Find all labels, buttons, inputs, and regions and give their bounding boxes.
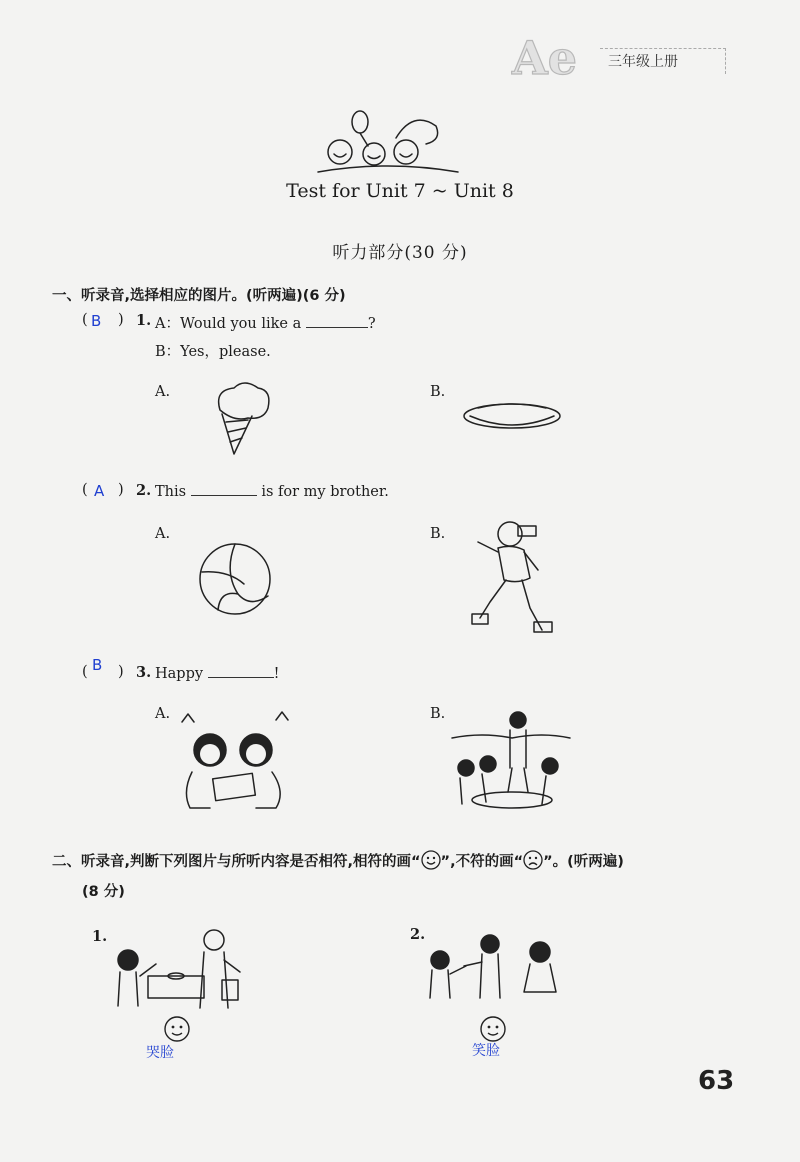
section2-heading-part1: 二、听录音,判断下列图片与所听内容是否相符,相符的画“ [52,854,421,870]
section2-heading-part2: ”,不符的画“ [440,854,524,870]
q1-option-a-label: A. [155,384,171,400]
page-title: Test for Unit 7 ~ Unit 8 [286,180,514,202]
s2-item1-number: 1. [92,928,108,945]
q2-number: 2. [136,482,152,499]
q1-line-a [155,312,376,333]
q2-text-pre: This [155,484,187,500]
page-number: 63 [698,1066,735,1096]
logo-graphic [508,30,598,85]
section2-points: (8 分) [82,884,125,900]
q1-paren-close: ) [118,312,124,328]
q2-text-post: is for my brother. [261,484,389,500]
children-greeting-illustration [424,932,560,1006]
q2-blank [191,482,257,496]
sad-face-icon [523,850,543,870]
section2-heading-part3: ”。(听两遍) [543,854,624,870]
section2-heading [52,850,624,871]
q1-option-b-label: B. [430,384,446,400]
volleyball-icon [198,542,274,622]
q1-line-a-pre: A：Would you like a [155,316,302,332]
q2-option-a-label: A. [155,526,171,542]
q1-answer: B [91,312,102,330]
q3-option-a-label: A. [155,706,171,722]
q1-paren-open: ( [82,312,88,328]
grade-label: 三年级上册 [600,48,726,74]
hot-dog-icon [462,398,562,442]
header-logo [508,30,598,84]
ice-cream-icon [208,380,278,464]
q1-number: 1. [136,312,152,329]
q2-option-b-label: B. [430,526,446,542]
q1-line-a-post: ? [367,316,376,332]
q1-blank [306,314,368,328]
smiley-face-icon [421,850,441,870]
logo-text: Ae [512,31,577,85]
q2-paren-close: ) [118,482,124,498]
q1-line-b: B：Yes，please. [155,344,271,360]
children-with-sign-illustration [176,712,302,822]
shopping-scene-illustration [112,926,244,1018]
family-picnic-illustration [452,708,572,822]
s2-item2-number: 2. [410,926,426,943]
robot-toy-icon [468,518,558,642]
q3-paren-open: ( [82,664,88,680]
q3-option-b-label: B. [430,706,446,722]
q3-text-post: ! [273,666,280,682]
q3-number: 3. [136,664,152,681]
s2-item2-answer-note: 笑脸 [472,1043,500,1059]
q3-paren-close: ) [118,664,124,680]
s2-item1-answer-note: 哭脸 [146,1045,174,1061]
kids-banner-illustration [318,110,458,179]
q2-paren-open: ( [82,482,88,498]
q3-blank [208,664,274,678]
q2-answer: A [94,482,105,500]
listening-part-title: 听力部分(30 分) [332,243,468,263]
q3-text [155,664,279,682]
section1-heading: 一、听录音,选择相应的图片。(听两遍)(6 分) [52,288,346,304]
q3-text-pre: Happy [155,666,204,682]
q3-answer: B [92,656,103,674]
q2-text [155,482,389,500]
